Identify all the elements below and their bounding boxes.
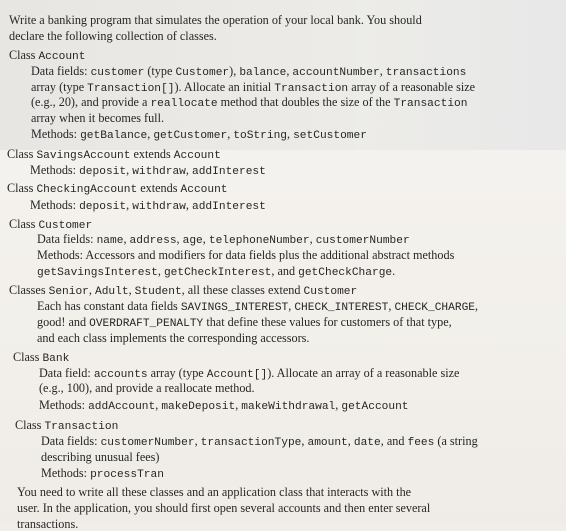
- code-term: addInterest: [192, 166, 266, 178]
- body-text: , all these classes extend: [181, 283, 304, 297]
- code-term: getCheckInterest: [163, 267, 272, 279]
- body-text: Class: [9, 217, 39, 231]
- code-term: Senior: [48, 286, 89, 298]
- code-term: Customer: [175, 67, 230, 79]
- code-term: Transaction: [274, 83, 349, 95]
- code-term: SavingsAccount: [36, 150, 131, 162]
- body-text: Class: [13, 350, 43, 364]
- text-line: [17, 485, 411, 499]
- body-text: ,: [147, 127, 154, 141]
- code-term: Customer: [303, 286, 358, 298]
- code-term: deposit: [79, 166, 127, 178]
- body-text: Data field:: [39, 366, 94, 380]
- code-term: getCustomer: [153, 130, 228, 142]
- text-line: [37, 331, 309, 345]
- code-term: Account[]: [206, 369, 268, 381]
- body-text: extends: [137, 181, 181, 195]
- body-text: Class: [9, 48, 39, 62]
- text-line: [9, 29, 217, 43]
- body-text: ,: [335, 398, 342, 412]
- text-line: [31, 80, 475, 96]
- body-text: describing unusual fees): [41, 450, 160, 464]
- code-term: withdraw: [132, 201, 186, 213]
- body-text: ,: [227, 127, 234, 141]
- body-text: ,: [155, 398, 162, 412]
- body-text: Methods:: [31, 127, 81, 141]
- code-term: name: [96, 235, 124, 247]
- body-text: declare the following collection of classes.: [9, 29, 217, 43]
- text-line: [31, 64, 466, 80]
- code-term: Account: [180, 184, 228, 196]
- body-text: user. In the application, you should first open several accounts and then enter several: [17, 501, 431, 515]
- code-term: addInterest: [192, 201, 266, 213]
- code-term: transactionType: [200, 437, 302, 449]
- body-text: , and: [380, 434, 408, 448]
- code-term: processTran: [90, 469, 164, 481]
- text-line: [41, 450, 159, 464]
- text-line: [37, 315, 452, 331]
- body-text: Methods:: [30, 163, 80, 177]
- body-text: Methods:: [41, 466, 91, 480]
- body-text: ),: [229, 64, 240, 78]
- code-term: Adult: [95, 286, 129, 298]
- text-line: [9, 48, 85, 64]
- code-term: date: [353, 437, 381, 449]
- code-term: Account: [38, 51, 86, 63]
- text-line: [41, 466, 164, 482]
- body-text: that define these values for customers of that type,: [203, 315, 452, 329]
- text-line: [37, 232, 410, 248]
- body-text: .: [392, 264, 396, 278]
- code-term: CheckingAccount: [36, 184, 138, 196]
- body-text: ,: [157, 264, 164, 278]
- body-text: Methods:: [30, 198, 80, 212]
- body-text: array when it becomes full.: [31, 111, 164, 125]
- text-line: [7, 147, 221, 163]
- body-text: Class: [7, 147, 37, 161]
- body-text: ,: [379, 64, 386, 78]
- code-term: address: [129, 235, 177, 247]
- body-text: ). Allocate an initial: [174, 80, 275, 94]
- text-line: [41, 434, 478, 450]
- text-line: [37, 299, 478, 315]
- body-text: array of a reasonable size: [348, 80, 476, 94]
- code-term: Student: [134, 286, 182, 298]
- body-text: method that doubles the size of the: [217, 95, 394, 109]
- body-text: Class: [15, 418, 45, 432]
- body-text: Write a banking program that simulates the operation of your local bank. You should: [9, 13, 422, 27]
- body-text: You need to write all these classes and an application class that interacts with the: [17, 485, 412, 499]
- code-term: accounts: [93, 369, 148, 381]
- code-term: withdraw: [132, 166, 186, 178]
- code-term: Customer: [38, 220, 93, 232]
- code-term: getBalance: [80, 130, 148, 142]
- text-line: [37, 264, 395, 280]
- body-text: (e.g., 20), and provide a: [31, 95, 151, 109]
- text-line: [31, 127, 367, 143]
- body-text: good! and: [37, 315, 90, 329]
- code-term: telephoneNumber: [208, 235, 310, 247]
- body-text: ,: [202, 232, 209, 246]
- body-text: ,: [88, 283, 95, 297]
- text-line: [31, 95, 467, 111]
- code-term: reallocate: [150, 98, 218, 110]
- body-text: ,: [126, 198, 133, 212]
- code-term: Bank: [42, 353, 70, 365]
- text-line: [30, 163, 266, 179]
- body-text: ,: [288, 299, 295, 313]
- text-line: [9, 217, 92, 233]
- body-text: (e.g., 100), and provide a reallocate method.: [39, 381, 255, 395]
- code-term: setCustomer: [293, 130, 367, 142]
- body-text: array (type: [31, 80, 88, 94]
- body-text: array (type: [147, 366, 207, 380]
- text-line: [7, 181, 228, 197]
- body-text: ,: [126, 163, 133, 177]
- code-term: fees: [407, 437, 435, 449]
- code-term: customerNumber: [315, 235, 410, 247]
- body-text: and each class implements the corresponding accessors.: [37, 331, 310, 345]
- code-term: makeDeposit: [161, 401, 236, 413]
- code-term: Transaction: [44, 421, 119, 433]
- code-term: addAccount: [88, 401, 156, 413]
- body-text: ,: [286, 64, 293, 78]
- body-text: Data fields:: [37, 232, 97, 246]
- body-text: ,: [235, 398, 242, 412]
- body-text: ,: [287, 127, 294, 141]
- text-line: [9, 13, 422, 27]
- code-term: getCheckCharge: [298, 267, 393, 279]
- text-line: [9, 283, 357, 299]
- code-term: deposit: [79, 201, 127, 213]
- code-term: transactions: [385, 67, 467, 79]
- code-term: amount: [307, 437, 348, 449]
- text-line: [17, 517, 78, 531]
- code-term: age: [182, 235, 203, 247]
- text-line: [13, 350, 69, 366]
- body-text: ). Allocate an array of a reasonable size: [267, 366, 460, 380]
- text-line: [37, 248, 454, 262]
- text-line: [39, 398, 409, 414]
- body-text: ,: [128, 283, 135, 297]
- code-term: customer: [90, 67, 145, 79]
- code-term: CHECK_CHARGE: [394, 302, 476, 314]
- body-text: ,: [475, 299, 479, 313]
- body-text: , and: [271, 264, 299, 278]
- text-line: [31, 111, 164, 125]
- code-term: accountNumber: [292, 67, 380, 79]
- body-text: ,: [123, 232, 130, 246]
- body-text: extends: [130, 147, 174, 161]
- body-text: ,: [176, 232, 183, 246]
- body-text: Methods: Accessors and modifiers for data fields plus the additional abstract methods: [37, 248, 455, 262]
- code-term: Account: [173, 150, 221, 162]
- code-term: Transaction: [393, 98, 468, 110]
- text-line: [17, 501, 430, 515]
- body-text: Classes: [9, 283, 49, 297]
- code-term: CHECK_INTEREST: [294, 302, 389, 314]
- body-text: (a string: [434, 434, 478, 448]
- body-text: Methods:: [39, 398, 89, 412]
- body-text: Data fields:: [41, 434, 101, 448]
- text-line: [39, 381, 255, 395]
- body-text: ,: [388, 299, 395, 313]
- body-text: ,: [301, 434, 308, 448]
- body-text: ,: [185, 198, 192, 212]
- text-line: [15, 418, 118, 434]
- code-term: OVERDRAFT_PENALTY: [89, 318, 204, 330]
- body-text: Each has constant data fields: [37, 299, 181, 313]
- code-term: makeWithdrawal: [241, 401, 336, 413]
- code-term: balance: [239, 67, 287, 79]
- text-line: [39, 366, 459, 382]
- code-term: Transaction[]: [87, 83, 175, 95]
- body-text: ,: [347, 434, 354, 448]
- code-term: toString: [233, 130, 287, 142]
- body-text: ,: [309, 232, 316, 246]
- code-term: getSavingsInterest: [37, 267, 158, 279]
- body-text: (type: [144, 64, 176, 78]
- code-term: getAccount: [341, 401, 409, 413]
- body-text: ,: [194, 434, 201, 448]
- body-text: Class: [7, 181, 37, 195]
- body-text: Data fields:: [31, 64, 91, 78]
- text-line: [30, 198, 266, 214]
- code-term: SAVINGS_INTEREST: [180, 302, 289, 314]
- code-term: customerNumber: [100, 437, 195, 449]
- body-text: transactions.: [17, 517, 79, 531]
- body-text: ,: [185, 163, 192, 177]
